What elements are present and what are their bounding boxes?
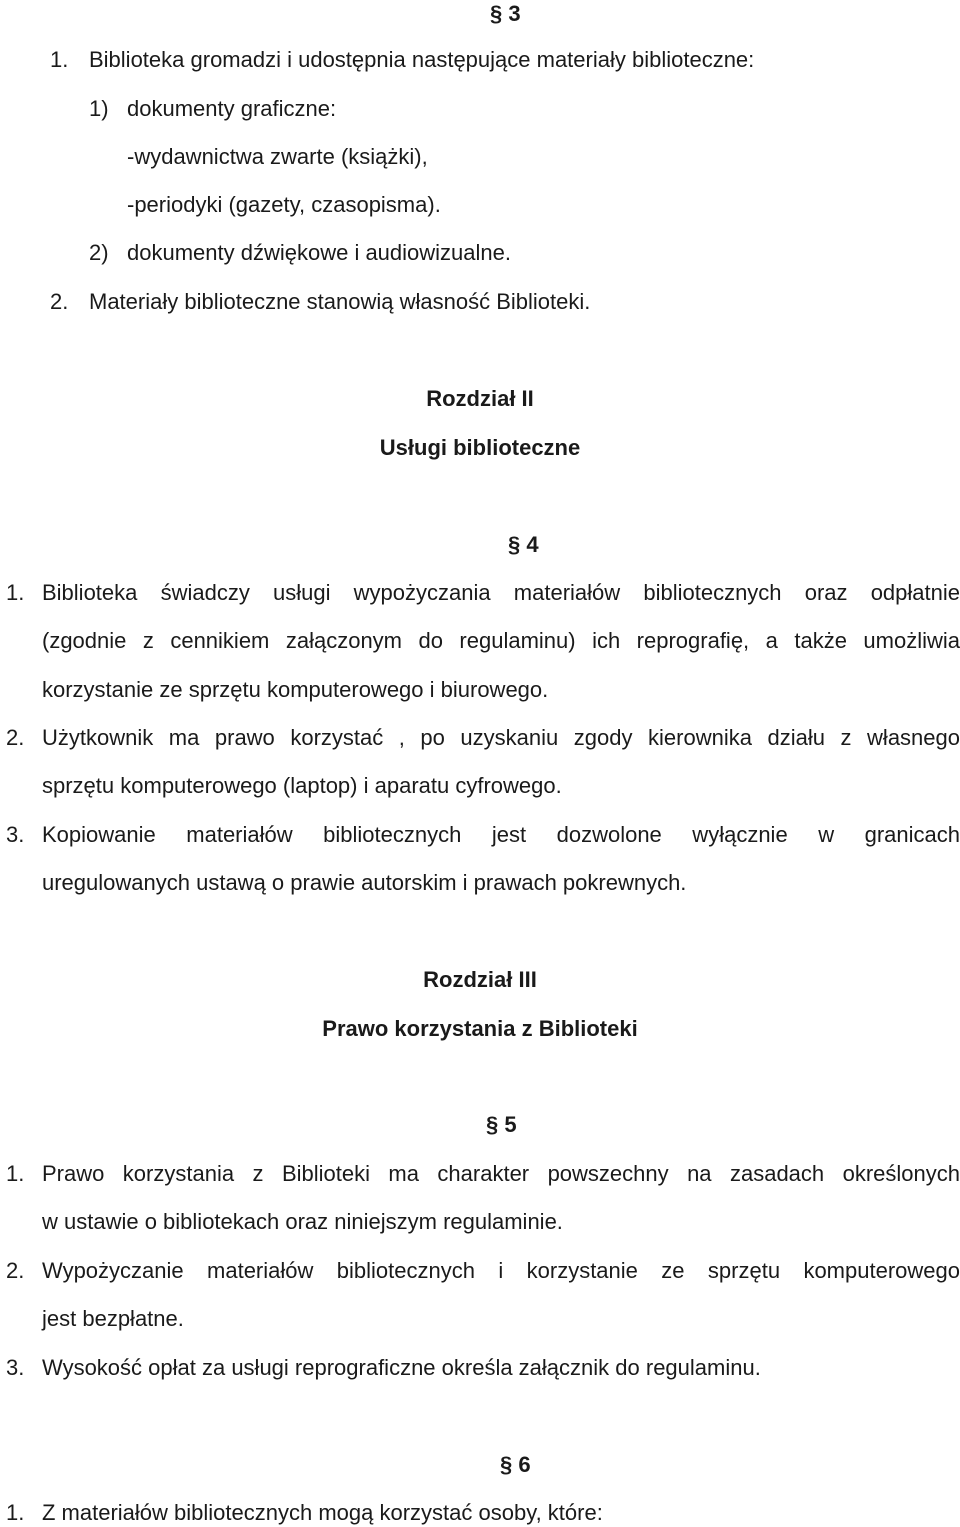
paragraph-number: 2. <box>6 725 25 750</box>
section-heading-4: § 4 <box>508 532 539 557</box>
paragraph-number: 2. <box>6 1258 25 1283</box>
list-number: 1. <box>50 47 69 72</box>
paragraph-line: Wypożyczanie materiałów bibliotecznych i korzystanie ze sprzętu komputerowego <box>42 1258 960 1283</box>
paragraph-line: Prawo korzystania z Biblioteki ma charakter powszechny na zasadach określonych <box>42 1161 960 1186</box>
paragraph-line: korzystanie ze sprzętu komputerowego i biurowego. <box>42 677 549 702</box>
paragraph-line: sprzętu komputerowego (laptop) i aparatu cyfrowego. <box>42 773 562 798</box>
section-heading-6: § 6 <box>500 1452 531 1477</box>
list-item: -wydawnictwa zwarte (książki), <box>127 144 428 169</box>
chapter-subtitle: Prawo korzystania z Biblioteki <box>322 1016 638 1041</box>
chapter-subtitle: Usługi biblioteczne <box>379 435 581 460</box>
list-item: dokumenty dźwiękowe i audiowizualne. <box>127 240 511 265</box>
paragraph-line: Kopiowanie materiałów bibliotecznych jest dozwolone wyłącznie w granicach <box>42 822 960 847</box>
chapter-title: Rozdział II <box>426 386 534 411</box>
paragraph-line: Z materiałów bibliotecznych mogą korzystać osoby, które: <box>42 1500 603 1525</box>
list-item: -periodyki (gazety, czasopisma). <box>127 192 441 217</box>
paragraph-number: 1. <box>6 580 25 605</box>
section-heading-5: § 5 <box>486 1112 517 1137</box>
list-item: Materiały biblioteczne stanowią własność Biblioteki. <box>89 289 591 314</box>
list-number: 2) <box>89 240 109 265</box>
list-number: 2. <box>50 289 69 314</box>
paragraph-number: 1. <box>6 1161 25 1186</box>
paragraph-number: 1. <box>6 1500 25 1525</box>
paragraph-line: Biblioteka świadczy usługi wypożyczania materiałów bibliotecznych oraz odpłatnie <box>42 580 960 605</box>
paragraph-number: 3. <box>6 1355 25 1380</box>
list-number: 1) <box>89 96 109 121</box>
paragraph-line: uregulowanych ustawą o prawie autorskim i prawach pokrewnych. <box>42 870 687 895</box>
paragraph-line: w ustawie o bibliotekach oraz niniejszym regulaminie. <box>42 1209 563 1234</box>
list-item: dokumenty graficzne: <box>127 96 337 121</box>
paragraph-line: Użytkownik ma prawo korzystać , po uzyskaniu zgody kierownika działu z własnego <box>42 725 960 750</box>
paragraph-line: Wysokość opłat za usługi reprograficzne określa załącznik do regulaminu. <box>42 1355 761 1380</box>
paragraph-number: 3. <box>6 822 25 847</box>
section-heading-3: § 3 <box>490 1 521 26</box>
chapter-title: Rozdział III <box>423 967 537 992</box>
paragraph-line: jest bezpłatne. <box>42 1306 184 1331</box>
list-item: Biblioteka gromadzi i udostępnia następujące materiały biblioteczne: <box>89 47 755 72</box>
paragraph-line: (zgodnie z cennikiem załączonym do regulaminu) ich reprografię, a także umożliwia <box>42 628 960 653</box>
